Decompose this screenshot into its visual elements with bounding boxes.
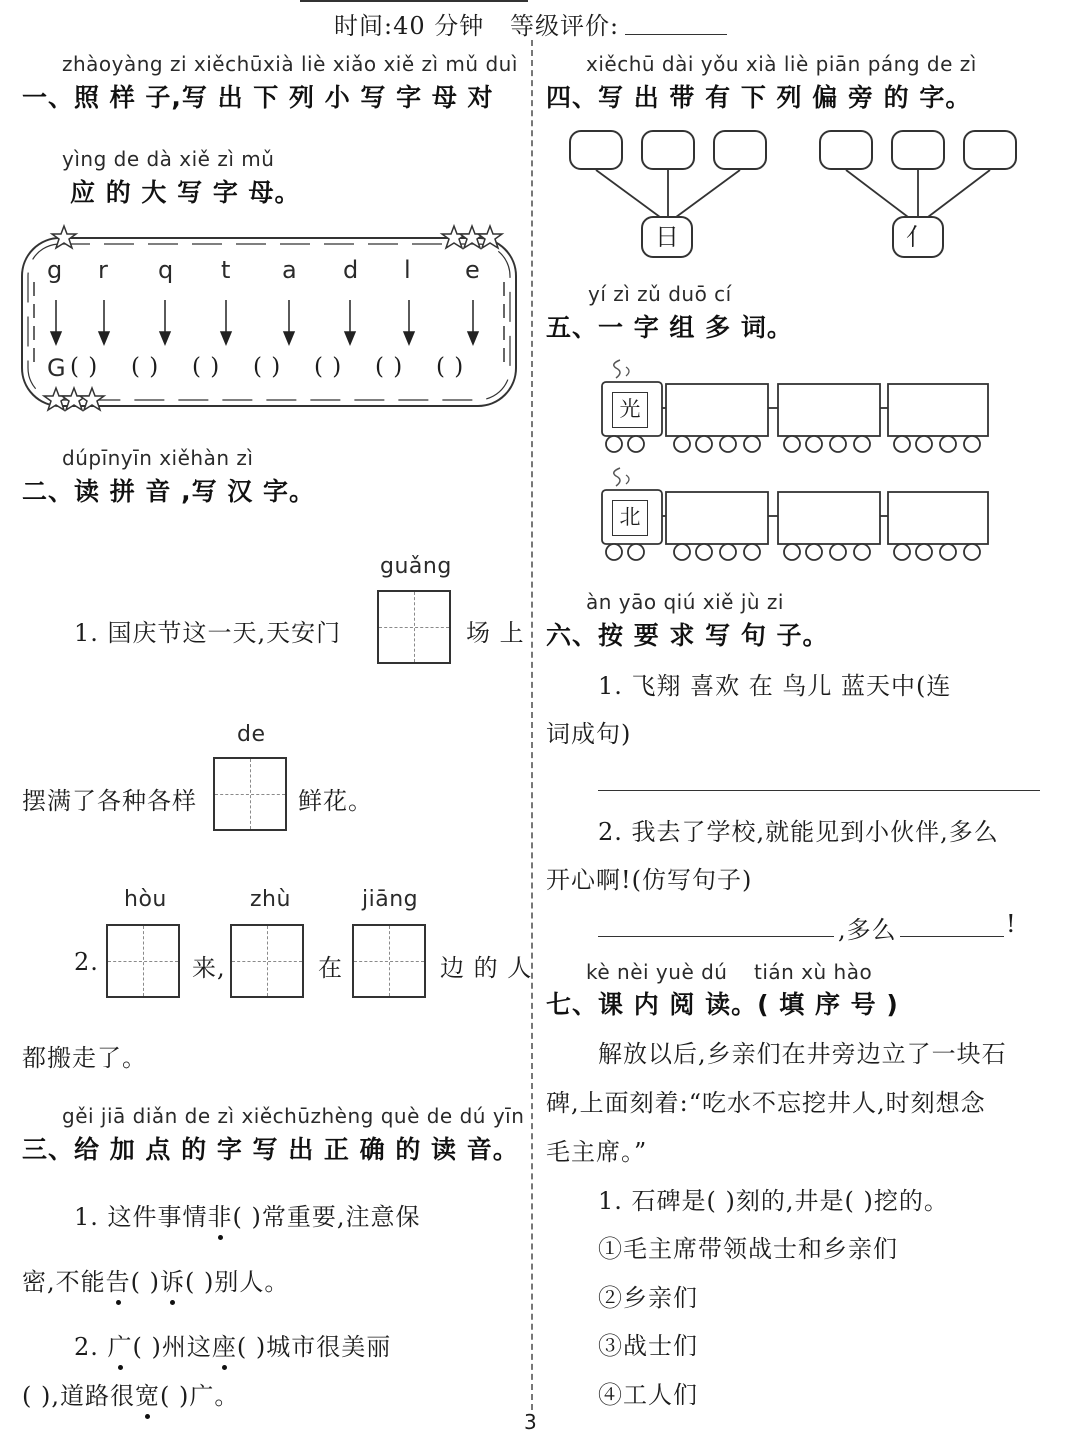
pinyin-zhu: zhù bbox=[250, 887, 291, 912]
section4-title: 四、写 出 带 有 下 列 偏 旁 的 字。 bbox=[546, 83, 972, 112]
s3-q2-line1 bbox=[74, 1327, 391, 1362]
radical-box-ren-3[interactable] bbox=[963, 130, 1017, 170]
s3-q1-e[interactable]: ( )别人。 bbox=[185, 1268, 290, 1296]
train2-char-bei: 北 bbox=[612, 500, 648, 536]
s7-passage-2: 碑,上面刻着:“吃水不忘挖井人,时刻想念 bbox=[546, 1089, 986, 1117]
s6-q2-mid: ,多么 bbox=[838, 916, 897, 944]
train1-char-guang: 光 bbox=[612, 392, 648, 428]
upper-letter-example: G bbox=[47, 354, 67, 382]
s3-q1-b[interactable]: ( )常重要,注意保 bbox=[232, 1203, 421, 1231]
section5-pinyin: yí zì zǔ duō cí bbox=[588, 282, 732, 306]
dotted-char-guang: 广 bbox=[108, 1327, 133, 1362]
s3-q2-d[interactable]: ( ),道路很 bbox=[22, 1382, 135, 1410]
s3-q1-line2 bbox=[22, 1262, 289, 1297]
train1-car-1[interactable] bbox=[668, 386, 766, 432]
dotted-char-fei: 非 bbox=[208, 1197, 233, 1232]
s7-q1[interactable]: 1. 石碑是( )刻的,井是( )挖的。 bbox=[598, 1187, 949, 1215]
section3-title: 三、给 加 点 的 字 写 出 正 确 的 读 音。 bbox=[22, 1135, 519, 1164]
lower-letter-e: e bbox=[465, 256, 481, 284]
radical-ren: 亻 bbox=[892, 216, 944, 258]
s6-q2-answer-line-1[interactable] bbox=[598, 936, 834, 937]
radical-box-ri-2[interactable] bbox=[641, 130, 695, 170]
s7-option-4: ④工人们 bbox=[598, 1381, 698, 1409]
s6-q2-answer-line-2[interactable] bbox=[900, 936, 1004, 937]
s2-q2-text-c: 边 的 人 bbox=[440, 954, 533, 982]
s2-q2-text-d: 都搬走了。 bbox=[22, 1044, 147, 1072]
header-rule bbox=[300, 0, 528, 2]
time-label: 时间:40 分钟 bbox=[334, 12, 485, 40]
s6-q1-line2: 词成句) bbox=[546, 720, 632, 748]
lower-letter-l: l bbox=[404, 256, 412, 284]
pinyin-hou: hòu bbox=[124, 887, 167, 912]
answer-blank-q[interactable]: ( ) bbox=[131, 354, 160, 380]
s2-q1-text-a: 1. 国庆节这一天,天安门 bbox=[74, 619, 342, 647]
dotted-char-su: 诉 bbox=[160, 1262, 185, 1297]
section7-pinyin-a: kè nèi yuè dú bbox=[586, 960, 728, 984]
s2-q2-text-b: 在 bbox=[318, 954, 343, 982]
answer-blank-a[interactable]: ( ) bbox=[253, 354, 282, 380]
lower-letter-a: a bbox=[282, 256, 298, 284]
page-number: 3 bbox=[524, 1410, 537, 1434]
section3-pinyin: gěi jiā diǎn de zì xiěchūzhèng què de dú yīn bbox=[62, 1104, 525, 1128]
s3-q1-line1 bbox=[74, 1197, 421, 1232]
lower-letter-g: g bbox=[47, 256, 63, 284]
lower-letter-q: q bbox=[158, 256, 174, 284]
section7-pinyin-b: tián xù hào bbox=[754, 960, 873, 984]
section1-title-2: 应 的 大 写 字 母。 bbox=[70, 178, 301, 207]
lower-letter-t: t bbox=[221, 256, 231, 284]
s2-q1-text-b: 场 上 bbox=[466, 619, 525, 647]
s6-q2-line1: 2. 我去了学校,就能见到小伙伴,多么 bbox=[598, 818, 999, 846]
pinyin-jiang: jiāng bbox=[362, 887, 419, 912]
tian-grid-zhu[interactable] bbox=[230, 924, 304, 998]
s3-q1-d[interactable]: ( ) bbox=[130, 1268, 160, 1296]
column-divider bbox=[531, 40, 533, 1410]
pinyin-guang: guǎng bbox=[380, 554, 452, 579]
tian-grid-jiang[interactable] bbox=[352, 924, 426, 998]
lower-letter-r: r bbox=[98, 256, 109, 284]
section2-pinyin: dúpīnyīn xiěhàn zì bbox=[62, 446, 254, 470]
dotted-char-zuo: 座 bbox=[212, 1327, 237, 1362]
s2-q1-text-c: 摆满了各种各样 bbox=[22, 787, 197, 815]
section1-pinyin-1: zhàoyàng zi xiěchūxià liè xiǎo xiě zì mǔ duì bbox=[62, 52, 518, 76]
radical-ri: 日 bbox=[641, 216, 693, 258]
tian-grid-guang[interactable] bbox=[377, 590, 451, 664]
tian-grid-hou[interactable] bbox=[106, 924, 180, 998]
radical-box-ren-1[interactable] bbox=[819, 130, 873, 170]
letter-frame bbox=[16, 222, 522, 412]
radical-box-ren-2[interactable] bbox=[891, 130, 945, 170]
s3-q2-e[interactable]: ( )广。 bbox=[159, 1382, 240, 1410]
answer-blank-l[interactable]: ( ) bbox=[375, 354, 404, 380]
arrow-down-icons bbox=[51, 300, 478, 344]
answer-blank-t[interactable]: ( ) bbox=[192, 354, 221, 380]
s6-q1-line1: 1. 飞翔 喜欢 在 鸟儿 蓝天中(连 bbox=[598, 672, 952, 700]
train1-car-3[interactable] bbox=[890, 386, 986, 432]
s3-q2-a: 2. bbox=[74, 1333, 108, 1361]
grade-blank[interactable] bbox=[625, 34, 727, 35]
s3-q2-line2 bbox=[22, 1376, 239, 1411]
s2-q1-text-d: 鲜花。 bbox=[298, 787, 373, 815]
grade-label: 等级评价: bbox=[510, 12, 620, 40]
section5-title: 五、一 字 组 多 词。 bbox=[546, 313, 793, 342]
section1-title-1: 一、照 样 子,写 出 下 列 小 写 字 母 对 bbox=[22, 83, 494, 112]
s7-passage-3: 毛主席。” bbox=[546, 1138, 648, 1166]
train2-car-1[interactable] bbox=[668, 494, 766, 540]
s2-q2-text-a: 来, bbox=[192, 954, 226, 982]
lower-letter-d: d bbox=[343, 256, 359, 284]
s6-q1-answer-line[interactable] bbox=[598, 790, 1040, 791]
train1-car-2[interactable] bbox=[780, 386, 878, 432]
answer-blank-d[interactable]: ( ) bbox=[314, 354, 343, 380]
section4-pinyin: xiěchū dài yǒu xià liè piān páng de zì bbox=[586, 52, 977, 76]
section7-title: 七、课 内 阅 读。( 填 序 号 ) bbox=[546, 990, 899, 1019]
s3-q1-a: 1. 这件事情 bbox=[74, 1203, 208, 1231]
answer-blank-e[interactable]: ( ) bbox=[436, 354, 465, 380]
s3-q2-c[interactable]: ( )城市很美丽 bbox=[236, 1333, 392, 1361]
s2-q2-num: 2. bbox=[74, 948, 99, 976]
section1-pinyin-2: yìng de dà xiě zì mǔ bbox=[62, 147, 275, 171]
s6-q2-line2: 开心啊!(仿写句子) bbox=[546, 866, 753, 894]
section6-title: 六、按 要 求 写 句 子。 bbox=[546, 621, 829, 650]
section6-pinyin: àn yāo qiú xiě jù zi bbox=[586, 590, 784, 614]
radical-box-ri-3[interactable] bbox=[713, 130, 767, 170]
s7-option-1: ①毛主席带领战士和乡亲们 bbox=[598, 1235, 898, 1263]
s7-option-2: ②乡亲们 bbox=[598, 1284, 698, 1312]
s6-q2-end: ! bbox=[1006, 910, 1017, 938]
answer-blank-r[interactable]: ( ) bbox=[70, 354, 99, 380]
tian-grid-de[interactable] bbox=[213, 757, 287, 831]
dotted-char-gao: 告 bbox=[106, 1262, 131, 1297]
s3-q1-c: 密,不能 bbox=[22, 1268, 106, 1296]
radical-box-ri-1[interactable] bbox=[569, 130, 623, 170]
s3-q2-b[interactable]: ( )州这 bbox=[132, 1333, 212, 1361]
s7-passage-1: 解放以后,乡亲们在井旁边立了一块石 bbox=[598, 1040, 1007, 1068]
triple-star-icon bbox=[442, 226, 502, 248]
train2-car-2[interactable] bbox=[780, 494, 878, 540]
section2-title: 二、读 拼 音 ,写 汉 字。 bbox=[22, 477, 316, 506]
s7-option-3: ③战士们 bbox=[598, 1332, 698, 1360]
train2-car-3[interactable] bbox=[890, 494, 986, 540]
pinyin-de: de bbox=[237, 722, 266, 747]
radical-connectors bbox=[560, 120, 1030, 265]
dotted-char-kuan: 宽 bbox=[135, 1376, 160, 1411]
